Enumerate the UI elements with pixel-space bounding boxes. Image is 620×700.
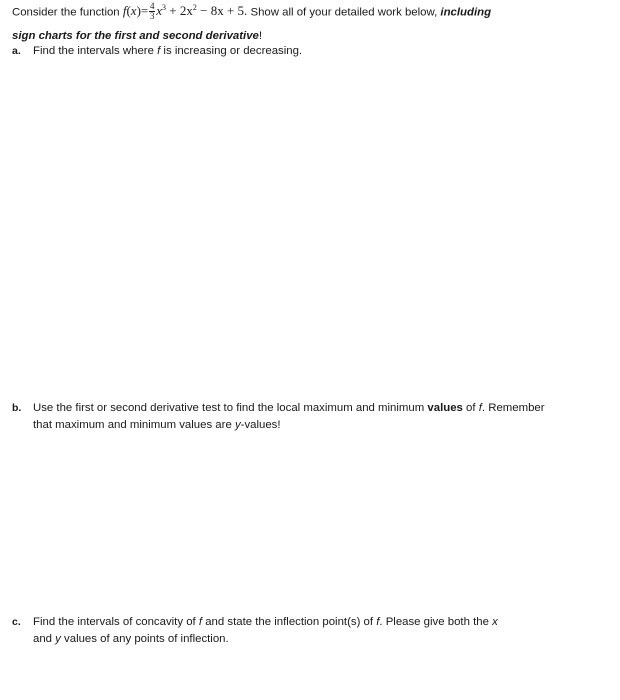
formula-exponent-2: 2 [192, 3, 197, 13]
intro-lead: Consider the function [12, 6, 123, 19]
question-b [12, 401, 602, 433]
intro-emphasis-1: including [440, 6, 492, 19]
formula-equals: = [140, 3, 149, 19]
formula-term-2: + 2x [166, 3, 193, 19]
formula-f: f [122, 3, 127, 19]
question-b-line2-y: y [234, 419, 241, 431]
function-formula [122, 1, 248, 21]
formula-rparen: ) [136, 3, 141, 19]
formula-term-1: x [156, 3, 163, 19]
question-c-text-line-2 [33, 632, 602, 647]
intro-line-2 [12, 29, 262, 44]
question-b-line2-b: -values! [240, 419, 281, 431]
question-b-text-line-1 [33, 401, 602, 416]
question-b-f: f [478, 402, 482, 414]
question-a-text [33, 44, 602, 59]
question-b-label: b. [12, 402, 22, 414]
question-a-text-2: is increasing or decreasing. [160, 45, 303, 57]
question-b-line2-a: that maximum and minimum values are [33, 419, 235, 431]
question-a-f: f [157, 45, 161, 57]
intro-after: Show all of your detailed work below, [250, 6, 441, 19]
formula-fraction [149, 2, 155, 21]
intro-line-1 [12, 3, 491, 22]
question-c-f-2: f [376, 616, 380, 628]
intro-emphasis-2: sign charts for the first and second derivative [12, 30, 259, 42]
intro-end: ! [258, 30, 263, 42]
formula-period: . [244, 3, 248, 19]
formula-term-3: − 8x + 5 [196, 3, 245, 19]
question-c-text-2: and state the inflection point(s) of [202, 616, 377, 628]
fraction-denominator: 3 [150, 11, 155, 21]
question-b-text-line-2 [33, 418, 602, 433]
question-b-text-1: Use the first or second derivative test to find the local maximum and minimum [33, 402, 428, 414]
question-c-text-3: . Please give both the [379, 616, 493, 628]
formula-lparen: ( [126, 3, 131, 19]
question-c-text-line-1 [33, 615, 602, 630]
formula-exponent-3: 3 [162, 3, 167, 13]
question-b-text-3: . Remember [481, 402, 545, 414]
question-a-label: a. [12, 45, 21, 57]
question-c-label: c. [12, 616, 21, 628]
question-c-f: f [198, 616, 203, 628]
question-c-line2-a: and [33, 633, 56, 645]
question-b-bold: values [427, 402, 463, 414]
question-c [12, 615, 602, 647]
question-c-line2-b: values of any points of inflection. [60, 633, 229, 645]
question-c-text-1: Find the intervals of concavity of [33, 616, 199, 628]
formula-x: x [130, 3, 137, 19]
question-a [12, 44, 602, 59]
fraction-numerator: 4 [150, 1, 155, 11]
question-c-line2-y: y [55, 633, 61, 645]
question-c-x: x [492, 616, 498, 628]
question-a-text-1: Find the intervals where [33, 45, 158, 57]
question-b-text-2: of [462, 402, 479, 414]
